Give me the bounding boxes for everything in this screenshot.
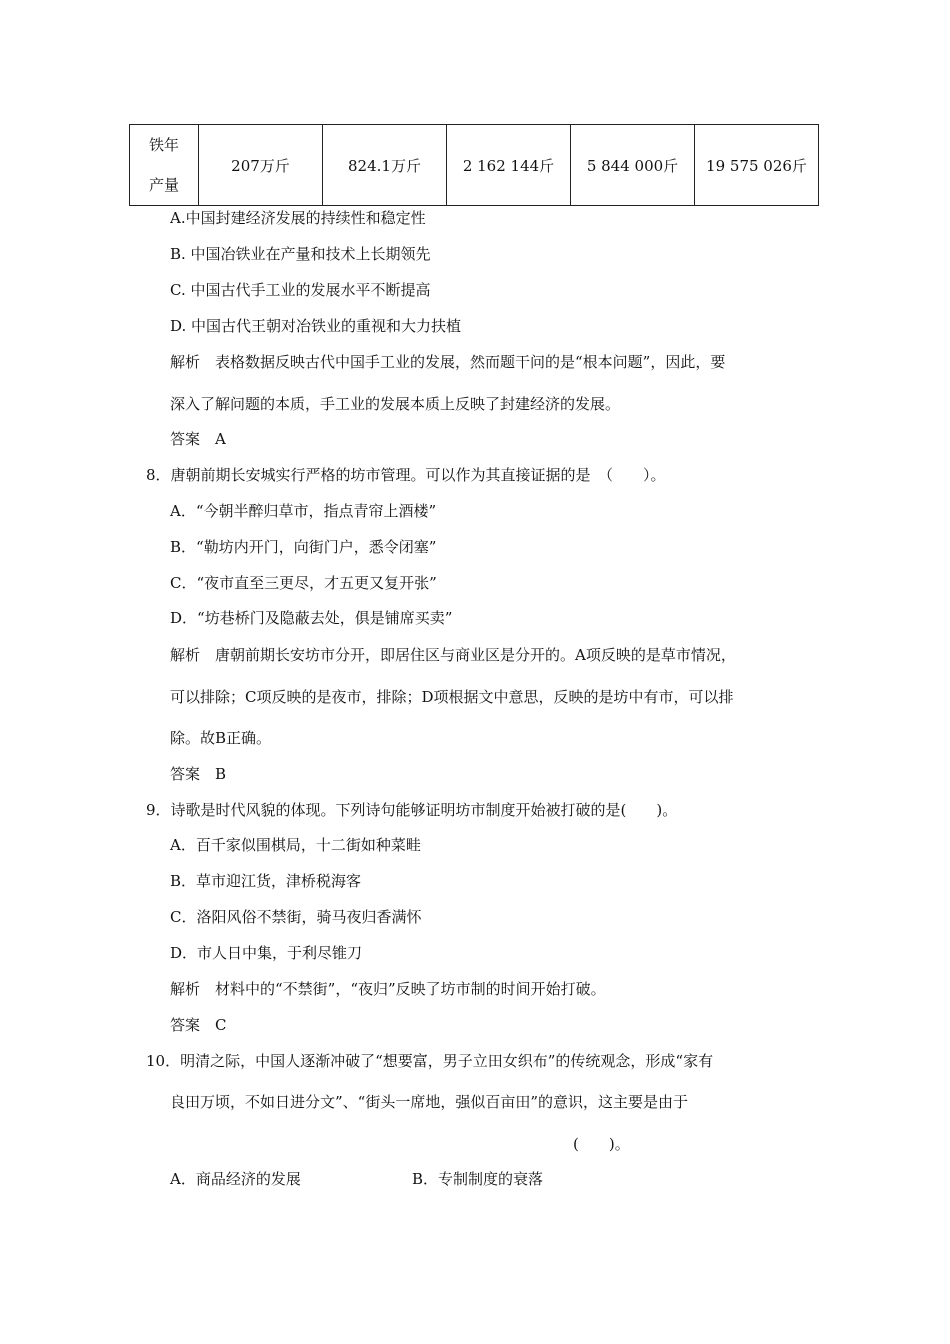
table-cell: 207万斤	[199, 125, 323, 206]
q8-analysis-line3: 除。故B正确。	[170, 729, 272, 747]
q8-option-d: D．“坊巷桥门及隐蔽去处，俱是铺席买卖”	[170, 609, 453, 627]
q10-stem-line1: 10．明清之际，中国人逐渐冲破了“想要富，男子立田女织布”的传统观念，形成“家有	[146, 1052, 714, 1070]
q8-stem: 8．唐朝前期长安城实行严格的坊市管理。可以作为其直接证据的是 （ ）。	[146, 466, 666, 484]
table-row	[130, 125, 819, 206]
q9-option-d: D．市人日中集，于利尽锥刀	[170, 944, 363, 962]
q9-option-c: C．洛阳风俗不禁街，骑马夜归香满怀	[170, 908, 422, 926]
q10-answer-blank: ( )。	[573, 1135, 630, 1153]
q7-analysis-line2: 深入了解问题的本质，手工业的发展本质上反映了封建经济的发展。	[170, 395, 621, 413]
iron-output-table	[129, 124, 819, 206]
q10-stem-line2: 良田万顷，不如日进分文”、“街头一席地，强似百亩田”的意识，这主要是由于	[170, 1093, 689, 1111]
q7-option-d: D. 中国古代王朝对冶铁业的重视和大力扶植	[170, 317, 462, 335]
q9-answer: 答案 C	[170, 1016, 227, 1034]
q8-option-c: C．“夜市直至三更尽，才五更又复开张”	[170, 574, 437, 592]
q10-option-b: B．专制制度的衰落	[412, 1170, 544, 1188]
row-label-line1: 铁年	[148, 136, 179, 154]
q10-option-a: A．商品经济的发展	[170, 1170, 301, 1188]
q9-option-a: A．百千家似围棋局，十二街如种菜畦	[170, 836, 421, 854]
q7-option-a: A.中国封建经济发展的持续性和稳定性	[170, 209, 426, 227]
q8-analysis-line2: 可以排除；C项反映的是夜市，排除；D项根据文中意思，反映的是坊中有市，可以排	[170, 688, 734, 706]
q9-stem: 9．诗歌是时代风貌的体现。下列诗句能够证明坊市制度开始被打破的是( )。	[146, 801, 678, 819]
q9-analysis: 解析 材料中的“不禁街”，“夜归”反映了坊市制的时间开始打破。	[170, 980, 606, 998]
q7-option-c: C. 中国古代手工业的发展水平不断提高	[170, 281, 431, 299]
q8-option-a: A．“今朝半醉归草市，指点青帘上酒楼”	[170, 502, 437, 520]
row-label-line2: 产量	[148, 176, 179, 194]
q7-option-b: B. 中国冶铁业在产量和技术上长期领先	[170, 245, 431, 263]
q7-answer: 答案 A	[170, 430, 226, 448]
table-row-label	[130, 125, 199, 206]
q8-analysis-line1: 解析 唐朝前期长安坊市分开，即居住区与商业区是分开的。A项反映的是草市情况，	[170, 646, 736, 664]
q9-option-b: B．草市迎江货，津桥税海客	[170, 872, 362, 890]
table-cell: 5 844 000斤	[571, 125, 695, 206]
table-cell: 19 575 026斤	[695, 125, 819, 206]
table-cell: 824.1万斤	[323, 125, 447, 206]
q7-analysis-line1: 解析 表格数据反映古代中国手工业的发展，然而题干问的是“根本问题”，因此，要	[170, 353, 726, 371]
q8-answer: 答案 B	[170, 765, 227, 783]
q8-option-b: B．“勒坊内开门，向街门户，悉令闭塞”	[170, 538, 437, 556]
table-cell: 2 162 144斤	[447, 125, 571, 206]
